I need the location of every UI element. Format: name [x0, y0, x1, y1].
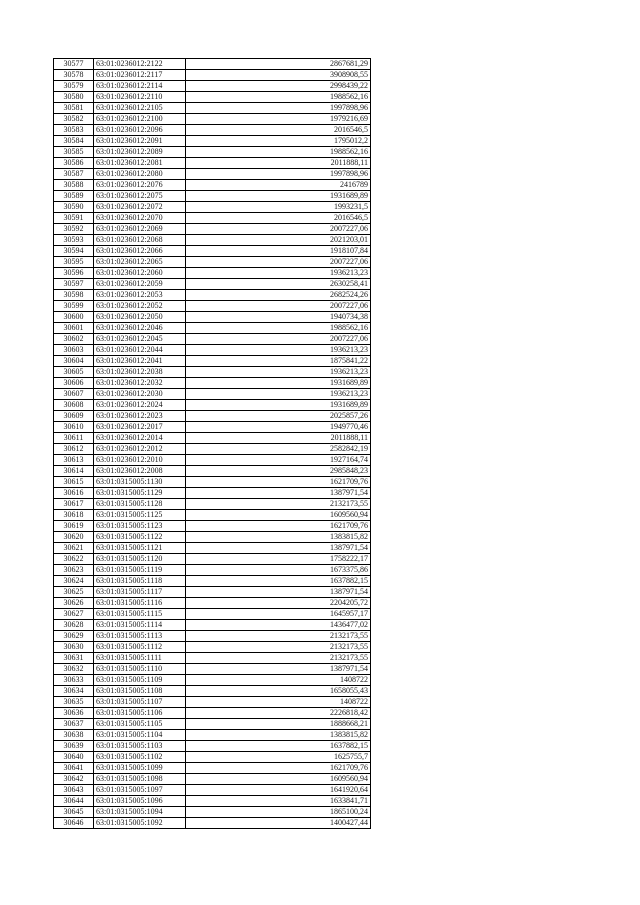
cadastral-value: 1993231,5 [186, 202, 371, 213]
row-number: 30603 [54, 345, 94, 356]
row-number: 30592 [54, 224, 94, 235]
cadastral-number: 63:01:0236012:2089 [94, 147, 186, 158]
table-row [54, 741, 371, 752]
cadastral-number: 63:01:0236012:2044 [94, 345, 186, 356]
cadastral-number: 63:01:0236012:2060 [94, 268, 186, 279]
cadastral-value: 1988562,16 [186, 147, 371, 158]
row-number: 30621 [54, 543, 94, 554]
table-row [54, 125, 371, 136]
cadastral-number: 63:01:0315005:1125 [94, 510, 186, 521]
row-number: 30577 [54, 59, 94, 70]
table-row [54, 697, 371, 708]
cadastral-value: 2025857,26 [186, 411, 371, 422]
row-number: 30623 [54, 565, 94, 576]
cadastral-value: 1400427,44 [186, 818, 371, 829]
cadastral-number: 63:01:0236012:2052 [94, 301, 186, 312]
cadastral-number: 63:01:0236012:2032 [94, 378, 186, 389]
cadastral-value: 2998439,22 [186, 81, 371, 92]
cadastral-value: 1940734,38 [186, 312, 371, 323]
cadastral-number: 63:01:0236012:2045 [94, 334, 186, 345]
row-number: 30590 [54, 202, 94, 213]
cadastral-number: 63:01:0236012:2046 [94, 323, 186, 334]
table-row [54, 466, 371, 477]
cadastral-value: 1795012,2 [186, 136, 371, 147]
table-row [54, 169, 371, 180]
cadastral-number: 63:01:0315005:1123 [94, 521, 186, 532]
cadastral-number: 63:01:0315005:1120 [94, 554, 186, 565]
row-number: 30618 [54, 510, 94, 521]
cadastral-value: 1988562,16 [186, 92, 371, 103]
cadastral-value: 1936213,23 [186, 345, 371, 356]
table-row [54, 510, 371, 521]
table-row [54, 378, 371, 389]
table-row [54, 796, 371, 807]
table-row [54, 301, 371, 312]
cadastral-value: 1387971,54 [186, 488, 371, 499]
row-number: 30641 [54, 763, 94, 774]
cadastral-value: 1625755,7 [186, 752, 371, 763]
cadastral-value: 1658055,43 [186, 686, 371, 697]
table-row [54, 708, 371, 719]
table-row [54, 389, 371, 400]
row-number: 30627 [54, 609, 94, 620]
row-number: 30642 [54, 774, 94, 785]
cadastral-value: 1936213,23 [186, 268, 371, 279]
row-number: 30633 [54, 675, 94, 686]
cadastral-value: 1387971,54 [186, 587, 371, 598]
cadastral-value: 1865100,24 [186, 807, 371, 818]
cadastral-value: 1931689,89 [186, 378, 371, 389]
cadastral-value: 1436477,02 [186, 620, 371, 631]
cadastral-value: 2132173,55 [186, 631, 371, 642]
cadastral-value: 2007227,06 [186, 301, 371, 312]
row-number: 30610 [54, 422, 94, 433]
cadastral-number: 63:01:0315005:1105 [94, 719, 186, 730]
table-row [54, 136, 371, 147]
row-number: 30617 [54, 499, 94, 510]
cadastral-number: 63:01:0236012:2096 [94, 125, 186, 136]
row-number: 30599 [54, 301, 94, 312]
cadastral-number: 63:01:0236012:2069 [94, 224, 186, 235]
table-row [54, 631, 371, 642]
table-row [54, 81, 371, 92]
table-row [54, 59, 371, 70]
cadastral-number: 63:01:0236012:2070 [94, 213, 186, 224]
cadastral-number: 63:01:0315005:1113 [94, 631, 186, 642]
cadastral-value: 2011888,11 [186, 433, 371, 444]
cadastral-value: 1936213,23 [186, 389, 371, 400]
cadastral-number: 63:01:0315005:1099 [94, 763, 186, 774]
cadastral-number: 63:01:0236012:2030 [94, 389, 186, 400]
table-row [54, 642, 371, 653]
table-row [54, 367, 371, 378]
table-row [54, 224, 371, 235]
row-number: 30607 [54, 389, 94, 400]
cadastral-number: 63:01:0315005:1128 [94, 499, 186, 510]
cadastral-number: 63:01:0236012:2122 [94, 59, 186, 70]
cadastral-value: 1949770,46 [186, 422, 371, 433]
cadastral-value: 1637882,15 [186, 741, 371, 752]
cadastral-number: 63:01:0315005:1108 [94, 686, 186, 697]
row-number: 30586 [54, 158, 94, 169]
table-row [54, 444, 371, 455]
cadastral-value: 1931689,89 [186, 191, 371, 202]
table-row [54, 279, 371, 290]
row-number: 30608 [54, 400, 94, 411]
row-number: 30606 [54, 378, 94, 389]
cadastral-value: 1387971,54 [186, 543, 371, 554]
row-number: 30593 [54, 235, 94, 246]
table-row [54, 202, 371, 213]
cadastral-number: 63:01:0315005:1098 [94, 774, 186, 785]
table-row [54, 433, 371, 444]
table-row [54, 191, 371, 202]
cadastral-value: 1918107,84 [186, 246, 371, 257]
cadastral-value: 2011888,11 [186, 158, 371, 169]
cadastral-value: 3908908,55 [186, 70, 371, 81]
cadastral-value: 1979216,69 [186, 114, 371, 125]
table-row [54, 598, 371, 609]
row-number: 30644 [54, 796, 94, 807]
cadastral-value: 2204205,72 [186, 598, 371, 609]
table-body [54, 59, 371, 829]
cadastral-number: 63:01:0236012:2066 [94, 246, 186, 257]
row-number: 30637 [54, 719, 94, 730]
row-number: 30581 [54, 103, 94, 114]
table-row [54, 664, 371, 675]
cadastral-number: 63:01:0315005:1096 [94, 796, 186, 807]
table-row [54, 323, 371, 334]
cadastral-value: 2630258,41 [186, 279, 371, 290]
table-row [54, 565, 371, 576]
cadastral-value: 1875841,22 [186, 356, 371, 367]
table-row [54, 774, 371, 785]
table-row [54, 719, 371, 730]
cadastral-number: 63:01:0315005:1130 [94, 477, 186, 488]
table-row [54, 455, 371, 466]
row-number: 30584 [54, 136, 94, 147]
table-row [54, 609, 371, 620]
row-number: 30616 [54, 488, 94, 499]
table-row [54, 620, 371, 631]
row-number: 30591 [54, 213, 94, 224]
cadastral-value: 2007227,06 [186, 224, 371, 235]
table-row [54, 334, 371, 345]
row-number: 30611 [54, 433, 94, 444]
table-row [54, 257, 371, 268]
row-number: 30585 [54, 147, 94, 158]
cadastral-number: 63:01:0236012:2105 [94, 103, 186, 114]
row-number: 30612 [54, 444, 94, 455]
table-row [54, 147, 371, 158]
table-row [54, 730, 371, 741]
table-row [54, 290, 371, 301]
cadastral-number: 63:01:0315005:1110 [94, 664, 186, 675]
cadastral-number: 63:01:0315005:1118 [94, 576, 186, 587]
table-row [54, 818, 371, 829]
cadastral-number: 63:01:0236012:2010 [94, 455, 186, 466]
table-row [54, 576, 371, 587]
cadastral-number: 63:01:0236012:2023 [94, 411, 186, 422]
cadastral-number: 63:01:0315005:1104 [94, 730, 186, 741]
row-number: 30614 [54, 466, 94, 477]
cadastral-number: 63:01:0315005:1094 [94, 807, 186, 818]
row-number: 30596 [54, 268, 94, 279]
row-number: 30594 [54, 246, 94, 257]
cadastral-number: 63:01:0236012:2053 [94, 290, 186, 301]
row-number: 30645 [54, 807, 94, 818]
cadastral-value: 1633841,71 [186, 796, 371, 807]
cadastral-number: 63:01:0236012:2091 [94, 136, 186, 147]
table-row [54, 312, 371, 323]
table-row [54, 246, 371, 257]
cadastral-value: 1927164,74 [186, 455, 371, 466]
cadastral-value: 1641920,64 [186, 785, 371, 796]
cadastral-number: 63:01:0315005:1117 [94, 587, 186, 598]
cadastral-number: 63:01:0315005:1109 [94, 675, 186, 686]
table-row [54, 400, 371, 411]
row-number: 30615 [54, 477, 94, 488]
row-number: 30634 [54, 686, 94, 697]
cadastral-number: 63:01:0315005:1114 [94, 620, 186, 631]
cadastral-value: 2226818,42 [186, 708, 371, 719]
cadastral-value: 1621709,76 [186, 763, 371, 774]
cadastral-value: 1931689,89 [186, 400, 371, 411]
table-row [54, 422, 371, 433]
cadastral-value: 1888668,21 [186, 719, 371, 730]
cadastral-value: 1609560,94 [186, 510, 371, 521]
row-number: 30598 [54, 290, 94, 301]
row-number: 30605 [54, 367, 94, 378]
cadastral-value: 2007227,06 [186, 257, 371, 268]
cadastral-value: 1645957,17 [186, 609, 371, 620]
row-number: 30646 [54, 818, 94, 829]
cadastral-number: 63:01:0236012:2117 [94, 70, 186, 81]
table-row [54, 686, 371, 697]
row-number: 30631 [54, 653, 94, 664]
cadastral-value: 1609560,94 [186, 774, 371, 785]
cadastral-number: 63:01:0315005:1107 [94, 697, 186, 708]
cadastral-number: 63:01:0236012:2076 [94, 180, 186, 191]
cadastral-value: 1383815,82 [186, 730, 371, 741]
row-number: 30632 [54, 664, 94, 675]
cadastral-value: 1673375,86 [186, 565, 371, 576]
cadastral-number: 63:01:0315005:1103 [94, 741, 186, 752]
cadastral-number: 63:01:0236012:2008 [94, 466, 186, 477]
table-row [54, 807, 371, 818]
cadastral-number: 63:01:0315005:1129 [94, 488, 186, 499]
table-row [54, 675, 371, 686]
cadastral-number: 63:01:0315005:1111 [94, 653, 186, 664]
cadastral-value: 1758222,17 [186, 554, 371, 565]
cadastral-value: 1621709,76 [186, 521, 371, 532]
row-number: 30582 [54, 114, 94, 125]
cadastral-value: 1936213,23 [186, 367, 371, 378]
cadastral-number: 63:01:0236012:2024 [94, 400, 186, 411]
row-number: 30622 [54, 554, 94, 565]
cadastral-value: 2007227,06 [186, 334, 371, 345]
table-row [54, 92, 371, 103]
cadastral-value: 2416789 [186, 180, 371, 191]
cadastral-number: 63:01:0236012:2068 [94, 235, 186, 246]
cadastral-value: 1988562,16 [186, 323, 371, 334]
cadastral-number: 63:01:0236012:2012 [94, 444, 186, 455]
cadastral-number: 63:01:0315005:1116 [94, 598, 186, 609]
table-row [54, 543, 371, 554]
row-number: 30626 [54, 598, 94, 609]
cadastral-value: 1383815,82 [186, 532, 371, 543]
row-number: 30620 [54, 532, 94, 543]
row-number: 30635 [54, 697, 94, 708]
cadastral-value: 2132173,55 [186, 653, 371, 664]
cadastral-number: 63:01:0236012:2017 [94, 422, 186, 433]
table-row [54, 488, 371, 499]
row-number: 30640 [54, 752, 94, 763]
row-number: 30639 [54, 741, 94, 752]
table-row [54, 477, 371, 488]
cadastral-value: 2582842,19 [186, 444, 371, 455]
cadastral-value: 1637882,15 [186, 576, 371, 587]
cadastral-value: 2132173,55 [186, 642, 371, 653]
row-number: 30638 [54, 730, 94, 741]
cadastral-value: 2016546,5 [186, 213, 371, 224]
cadastral-number: 63:01:0236012:2072 [94, 202, 186, 213]
table-row [54, 103, 371, 114]
row-number: 30630 [54, 642, 94, 653]
cadastral-number: 63:01:0236012:2038 [94, 367, 186, 378]
row-number: 30602 [54, 334, 94, 345]
table-row [54, 752, 371, 763]
cadastral-number: 63:01:0236012:2065 [94, 257, 186, 268]
cadastral-number: 63:01:0236012:2110 [94, 92, 186, 103]
row-number: 30588 [54, 180, 94, 191]
cadastral-value: 1387971,54 [186, 664, 371, 675]
table-row [54, 70, 371, 81]
cadastral-number: 63:01:0236012:2100 [94, 114, 186, 125]
cadastral-number: 63:01:0315005:1119 [94, 565, 186, 576]
row-number: 30597 [54, 279, 94, 290]
row-number: 30629 [54, 631, 94, 642]
table-row [54, 532, 371, 543]
cadastral-number: 63:01:0315005:1102 [94, 752, 186, 763]
cadastral-number: 63:01:0315005:1112 [94, 642, 186, 653]
cadastral-value-table [53, 58, 371, 829]
cadastral-value: 1408722 [186, 697, 371, 708]
row-number: 30628 [54, 620, 94, 631]
table-row [54, 114, 371, 125]
cadastral-number: 63:01:0236012:2075 [94, 191, 186, 202]
cadastral-number: 63:01:0236012:2081 [94, 158, 186, 169]
row-number: 30619 [54, 521, 94, 532]
table-row [54, 653, 371, 664]
table-row [54, 587, 371, 598]
table-row [54, 499, 371, 510]
table-row [54, 235, 371, 246]
row-number: 30601 [54, 323, 94, 334]
row-number: 30636 [54, 708, 94, 719]
cadastral-value: 2682524,26 [186, 290, 371, 301]
cadastral-value: 2867681,29 [186, 59, 371, 70]
cadastral-number: 63:01:0236012:2114 [94, 81, 186, 92]
table-row [54, 521, 371, 532]
row-number: 30578 [54, 70, 94, 81]
row-number: 30600 [54, 312, 94, 323]
cadastral-number: 63:01:0236012:2059 [94, 279, 186, 290]
cadastral-value: 1408722 [186, 675, 371, 686]
row-number: 30624 [54, 576, 94, 587]
cadastral-value: 1997898,96 [186, 169, 371, 180]
cadastral-number: 63:01:0315005:1106 [94, 708, 186, 719]
row-number: 30625 [54, 587, 94, 598]
cadastral-number: 63:01:0315005:1122 [94, 532, 186, 543]
table-row [54, 180, 371, 191]
row-number: 30595 [54, 257, 94, 268]
row-number: 30580 [54, 92, 94, 103]
table-row [54, 345, 371, 356]
row-number: 30643 [54, 785, 94, 796]
table-row [54, 268, 371, 279]
cadastral-number: 63:01:0236012:2041 [94, 356, 186, 367]
cadastral-value: 2132173,55 [186, 499, 371, 510]
cadastral-number: 63:01:0315005:1121 [94, 543, 186, 554]
cadastral-number: 63:01:0236012:2080 [94, 169, 186, 180]
row-number: 30609 [54, 411, 94, 422]
cadastral-number: 63:01:0315005:1097 [94, 785, 186, 796]
row-number: 30613 [54, 455, 94, 466]
cadastral-number: 63:01:0315005:1115 [94, 609, 186, 620]
cadastral-number: 63:01:0236012:2014 [94, 433, 186, 444]
table-row [54, 554, 371, 565]
table-row [54, 785, 371, 796]
row-number: 30579 [54, 81, 94, 92]
row-number: 30583 [54, 125, 94, 136]
cadastral-value: 2021203,01 [186, 235, 371, 246]
row-number: 30587 [54, 169, 94, 180]
cadastral-value: 2016546,5 [186, 125, 371, 136]
cadastral-number: 63:01:0236012:2050 [94, 312, 186, 323]
cadastral-number: 63:01:0315005:1092 [94, 818, 186, 829]
table-row [54, 411, 371, 422]
cadastral-value: 1997898,96 [186, 103, 371, 114]
row-number: 30589 [54, 191, 94, 202]
cadastral-value: 2985848,23 [186, 466, 371, 477]
row-number: 30604 [54, 356, 94, 367]
table-row [54, 356, 371, 367]
cadastral-value: 1621709,76 [186, 477, 371, 488]
table-row [54, 763, 371, 774]
table-row [54, 158, 371, 169]
table-row [54, 213, 371, 224]
